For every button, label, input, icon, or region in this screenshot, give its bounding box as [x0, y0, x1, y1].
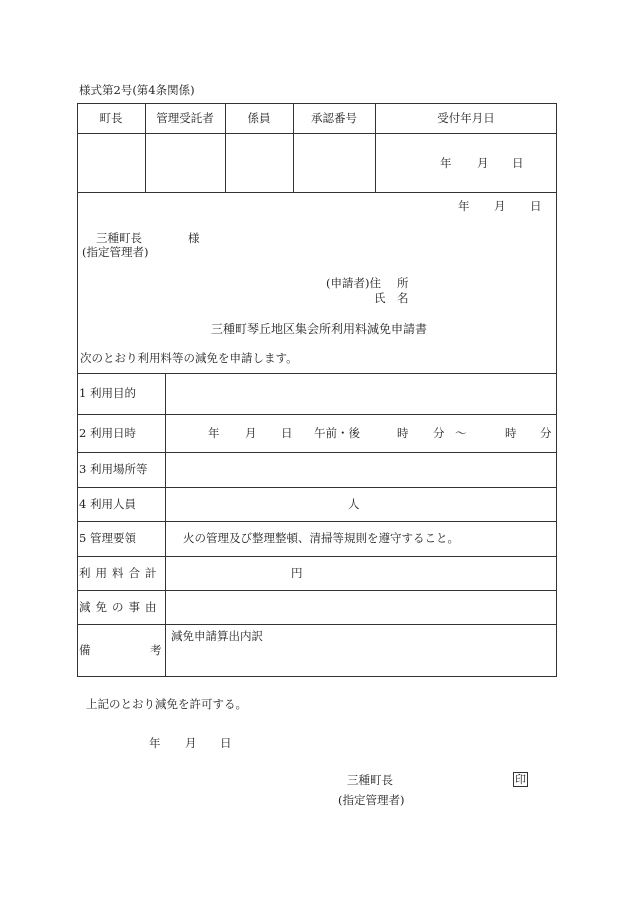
- fee-unit: 円: [291, 566, 303, 580]
- form-id: 様式第2号(第4条関係): [79, 83, 195, 97]
- datetime-hour-end: 時: [505, 426, 517, 440]
- datetime-month: 月: [245, 426, 257, 440]
- header-reception-date: 受付年月日: [437, 111, 495, 125]
- datetime-day: 日: [281, 426, 293, 440]
- reception-year: 年: [440, 156, 452, 170]
- row-fee-label: 利用料合計: [79, 566, 162, 580]
- name-label-1: 氏: [374, 291, 386, 305]
- row-remarks-label-2: 考: [150, 643, 162, 657]
- seal-mark: 印: [515, 773, 526, 786]
- application-month: 月: [494, 199, 506, 213]
- datetime-minute-end: 分: [540, 426, 552, 440]
- datetime-ampm: 午前・後: [314, 426, 360, 440]
- header-staff: 係員: [247, 111, 271, 125]
- row-line: [77, 521, 557, 522]
- row-line: [77, 624, 557, 625]
- row-reason-label: 減免の事由: [79, 600, 162, 614]
- recipient: 三種町長: [96, 231, 142, 245]
- application-day: 日: [530, 199, 542, 213]
- header-mayor: 町長: [99, 111, 123, 125]
- approval-year: 年: [149, 736, 161, 750]
- approval-mayor: 三種町長: [347, 773, 393, 787]
- row-people-label: 4 利用人員: [79, 497, 136, 511]
- approval-text: 上記のとおり減免を許可する。: [86, 697, 247, 711]
- datetime-hour-start: 時: [397, 426, 409, 440]
- recipient-sub: (指定管理者): [82, 245, 149, 259]
- header-approval-number: 承認番号: [311, 111, 357, 125]
- datetime-tilde: 〜: [455, 426, 467, 440]
- row-management-label: 5 管理要領: [79, 531, 136, 545]
- address-label: 所: [397, 276, 409, 290]
- application-year: 年: [458, 199, 470, 213]
- form-title: 三種町琴丘地区集会所利用料減免申請書: [211, 322, 428, 336]
- row-line: [77, 556, 557, 557]
- management-text: 火の管理及び整理整頓、清掃等規則を遵守すること。: [183, 531, 459, 545]
- approval-month: 月: [185, 736, 197, 750]
- header-trustee: 管理受託者: [156, 111, 214, 125]
- people-unit: 人: [348, 497, 360, 511]
- intro-text: 次のとおり利用料等の減免を申請します。: [80, 351, 298, 365]
- recipient-honorific: 様: [188, 231, 200, 245]
- approval-day: 日: [220, 736, 232, 750]
- row-line: [77, 414, 557, 415]
- row-line: [77, 373, 557, 374]
- name-label-2: 名: [397, 291, 409, 305]
- row-line: [77, 452, 557, 453]
- applicant-address-label: (申請者)住: [326, 276, 381, 290]
- row-line: [77, 487, 557, 488]
- row-remarks-label-1: 備: [79, 643, 91, 657]
- label-column-line: [165, 373, 166, 677]
- reception-day: 日: [512, 156, 524, 170]
- row-place-label: 3 利用場所等: [79, 462, 148, 476]
- row-purpose-label: 1 利用目的: [79, 386, 136, 400]
- datetime-minute-start: 分: [433, 426, 445, 440]
- datetime-year: 年: [208, 426, 220, 440]
- row-line: [77, 590, 557, 591]
- row-datetime-label: 2 利用日時: [79, 426, 136, 440]
- reception-month: 月: [477, 156, 489, 170]
- header-divider: [77, 133, 557, 134]
- approval-manager: (指定管理者): [338, 793, 405, 807]
- remarks-text: 減免申請算出内訳: [171, 629, 263, 643]
